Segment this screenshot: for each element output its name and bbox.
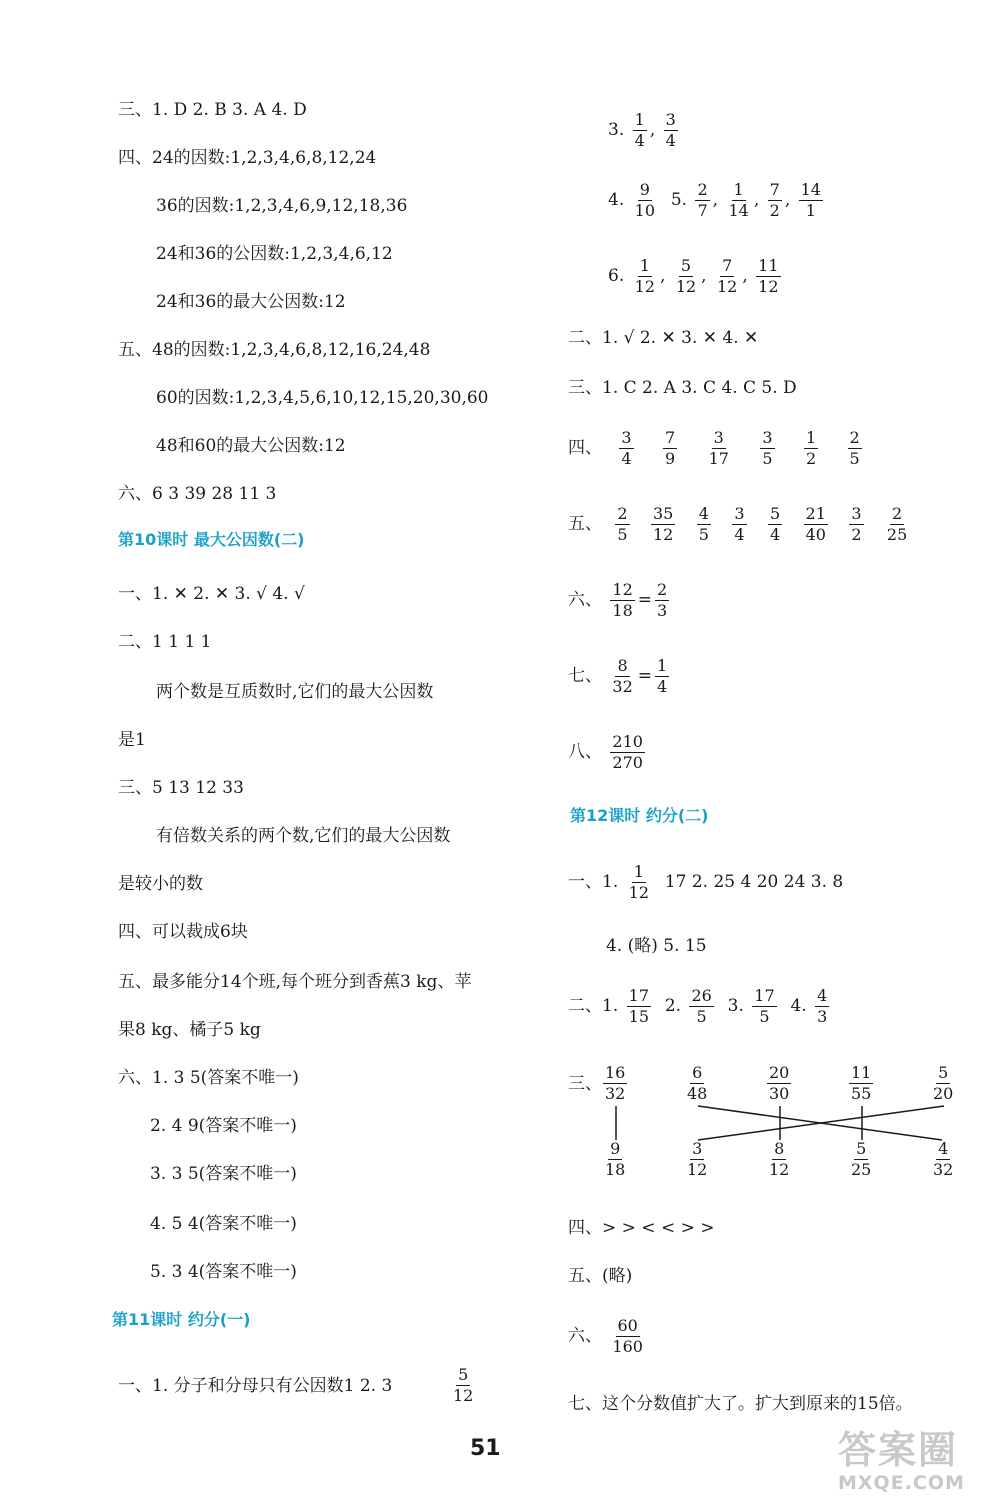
answer-line: 五、最多能分14个班,每个班分到香蕉3 kg、苹 (118, 972, 472, 992)
answer-line: 六、1. 3 5(答案不唯一) (118, 1068, 299, 1088)
answer-line: 六、6 3 39 28 11 3 (118, 484, 277, 504)
fraction: $\frac{4}{3}$ (817, 986, 828, 1026)
answer-line: 24和36的公因数:1,2,3,4,6,12 (156, 244, 393, 264)
answer-line: 48和60的最大公因数:12 (156, 436, 346, 456)
answer-line: 36的因数:1,2,3,4,6,9,12,18,36 (156, 196, 408, 216)
fraction: 5 12 (453, 1365, 474, 1405)
answer-line: 四、> > < < > > (568, 1218, 715, 1238)
answer-line: 一、1. 分子和分母只有公因数1 2. 3 (118, 1376, 393, 1396)
answer-line: 四、24的因数:1,2,3,4,6,8,12,24 (118, 148, 377, 168)
fraction: $\frac{1}{2}$ (805, 428, 817, 468)
fraction: $\frac{1}{14}$ (728, 180, 749, 220)
answer-line: 两个数是互质数时,它们的最大公因数 (156, 682, 434, 702)
fraction: $\frac{1}{4}$ (657, 656, 668, 696)
answer-line: 一、1. ✕ 2. ✕ 3. √ 4. √ (118, 584, 305, 604)
fraction: $\frac{5}{12}$ (675, 256, 697, 296)
answer-line: 六、 $\frac{60}{160}$ (568, 1316, 643, 1356)
fraction: $\frac{3}{5}$ (762, 428, 773, 468)
fraction: $\frac{2}{5}$ (617, 504, 628, 544)
fraction: $\frac{7}{12}$ (716, 256, 738, 296)
fraction: 4 32 (933, 1139, 954, 1179)
answer-line: 4. $\frac{9}{10}$ 5. $\frac{2}{7}$ , $\frac{1}{14}$ , $\frac{7}{2}$ , $\frac{14}{1}$ (608, 180, 821, 220)
answer-line: 五、 $\frac{2}{5}$ $\frac{35}{12}$ $\frac{4}{5}$ $\frac{3}{4}$ $\frac{5}{4}$ $\frac{21}{40}$ $\frac{3}{2}$ $\frac{2}{25}$ (568, 504, 908, 544)
answer-line: 是1 (118, 730, 146, 750)
answer-line: 24和36的最大公因数:12 (156, 292, 346, 312)
fraction: $\frac{3}{2}$ (851, 504, 862, 544)
answer-line: 60的因数:1,2,3,4,5,6,10,12,15,20,30,60 (156, 388, 489, 408)
fraction: $\frac{11}{12}$ (758, 256, 779, 296)
answer-line: 三、1. C 2. A 3. C 4. C 5. D (568, 378, 797, 398)
fraction: $\frac{1}{12}$ (628, 862, 649, 902)
answer-line: 二、1. √ 2. ✕ 3. ✕ 4. ✕ (568, 328, 759, 348)
answer-line: 五、48的因数:1,2,3,4,6,8,12,16,24,48 (118, 340, 431, 360)
answer-line: 三、1. D 2. B 3. A 4. D (118, 100, 307, 120)
answer-line: 五、(略) (568, 1266, 633, 1286)
answer-line: 六、 $\frac{12}{18}$ = $\frac{2}{3}$ (568, 580, 668, 620)
answer-line: 八、 $\frac{210}{270}$ (568, 732, 643, 772)
fraction: $\frac{7}{2}$ (769, 180, 780, 220)
answer-line: 七、 $\frac{8}{32}$ = $\frac{1}{4}$ (568, 656, 668, 696)
fraction: 16 32 (605, 1063, 626, 1103)
lesson-heading: 第10课时 最大公因数(二) (118, 530, 305, 549)
fraction: $\frac{17}{15}$ (628, 986, 649, 1026)
fraction: $\frac{2}{7}$ (697, 180, 708, 220)
fraction: $\frac{14}{1}$ (800, 180, 821, 220)
fraction: 5 25 (851, 1139, 872, 1179)
fraction: $\frac{3}{17}$ (708, 428, 729, 468)
page-number: 51 (470, 1436, 501, 1461)
fraction: $\frac{2}{25}$ (886, 504, 908, 544)
fraction: $\frac{8}{32}$ (612, 656, 633, 696)
fraction: $\frac{3}{4}$ (665, 110, 676, 150)
fraction: $\frac{1}{4}$ (634, 110, 645, 150)
answer-line: 6. $\frac{1}{12}$ , $\frac{5}{12}$ , $\frac{7}{12}$ , $\frac{11}{12}$ (608, 256, 779, 296)
fraction: $\frac{60}{160}$ (612, 1316, 643, 1356)
watermark-logo: 答案圈 MXQE.COM (838, 1428, 965, 1494)
fraction: 9 18 (605, 1139, 626, 1179)
fraction: $\frac{9}{10}$ (634, 180, 655, 220)
answer-line: 四、可以裁成6块 (118, 922, 248, 942)
fraction: $\frac{17}{5}$ (754, 986, 775, 1026)
answer-line: 四、 $\frac{3}{4}$ $\frac{7}{9}$ $\frac{3}{17}$ $\frac{3}{5}$ $\frac{1}{2}$ $\frac{2}{5}$ (568, 428, 860, 468)
fraction: $\frac{26}{5}$ (691, 986, 712, 1026)
fraction: $\frac{7}{9}$ (665, 428, 676, 468)
fraction: 20 30 (769, 1063, 790, 1103)
fraction: $\frac{35}{12}$ (653, 504, 674, 544)
lesson-heading: 第12课时 约分(二) (570, 806, 709, 825)
fraction: $\frac{12}{18}$ (612, 580, 633, 620)
answer-line: 3. $\frac{1}{4}$ , $\frac{3}{4}$ (608, 110, 676, 150)
fraction: $\frac{210}{270}$ (612, 732, 643, 772)
answer-line: 七、这个分数值扩大了。扩大到原来的15倍。 (568, 1394, 913, 1414)
fraction: $\frac{2}{5}$ (849, 428, 860, 468)
fraction: 8 12 (769, 1139, 790, 1179)
fraction: $\frac{4}{5}$ (698, 504, 709, 544)
answer-line: 三、 (568, 1074, 602, 1094)
fraction: 11 55 (851, 1063, 872, 1103)
answer-line: 二、1. $\frac{17}{15}$ 2. $\frac{26}{5}$ 3. $\frac{17}{5}$ 4. $\frac{4}{3}$ (568, 986, 828, 1026)
fraction: $\frac{21}{40}$ (805, 504, 826, 544)
fraction: 5 20 (933, 1063, 954, 1103)
answer-line: 2. 4 9(答案不唯一) (150, 1116, 297, 1136)
answer-line: 二、1 1 1 1 (118, 632, 212, 652)
answer-line: 3. 3 5(答案不唯一) (150, 1164, 297, 1184)
answer-line: 果8 kg、橘子5 kg (118, 1020, 261, 1040)
answer-line: 有倍数关系的两个数,它们的最大公因数 (156, 826, 451, 846)
fraction: 6 48 (687, 1063, 708, 1103)
answer-line: 一、1. $\frac{1}{12}$ 17 2. 25 4 20 24 3. 8 (568, 862, 844, 902)
fraction: $\frac{1}{12}$ (634, 256, 655, 296)
answer-line: 是较小的数 (118, 874, 203, 894)
fraction: $\frac{5}{4}$ (769, 504, 781, 544)
fraction: $\frac{3}{4}$ (621, 428, 632, 468)
fraction: $\frac{2}{3}$ (657, 580, 668, 620)
answer-line: 三、5 13 12 33 (118, 778, 244, 798)
answer-line: 4. 5 4(答案不唯一) (150, 1214, 297, 1234)
fraction: $\frac{3}{4}$ (734, 504, 745, 544)
lesson-heading: 第11课时 约分(一) (112, 1310, 251, 1329)
answer-line: 4. (略) 5. 15 (606, 936, 707, 956)
answer-line: 5. 3 4(答案不唯一) (150, 1262, 297, 1282)
fraction: 3 12 (687, 1139, 708, 1179)
